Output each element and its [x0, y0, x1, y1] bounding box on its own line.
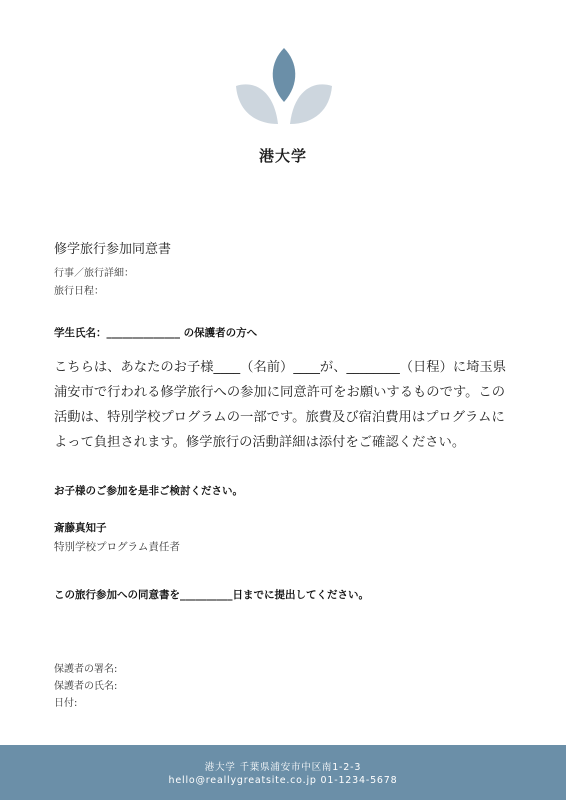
- footer: [0, 745, 566, 800]
- signer-name: 斎藤真知子: [54, 522, 107, 534]
- deadline-notice: この旅行参加への同意書を__________日までに提出してください。: [54, 589, 369, 601]
- salutation: 学生氏名：______________ の保護者の方へ: [54, 327, 258, 339]
- letter-body: こちらは、あなたのお子様____（名前）____が、________（日程）に埼玉県浦安市で行われる修学旅行への参加に同意許可をお願いするものです。この活動は、特別学校プログラムの一部です。旅費及び宿泊費用はプログラムによって負担されます。修学旅行の活動詳細は添付をご確認ください。: [54, 360, 507, 450]
- org-name: 港大学: [258, 147, 307, 165]
- trip-schedule-label: 旅行日程：: [54, 286, 104, 297]
- document-title: 修学旅行参加同意書: [54, 242, 172, 257]
- date-field: 日付:: [54, 698, 78, 709]
- request-line: お子様のご参加を是非ご検討ください。: [54, 485, 243, 497]
- guardian-name-field: 保護者の氏名:: [54, 681, 118, 692]
- signer-role: 特別学校プログラム責任者: [54, 541, 180, 553]
- lotus-leaf-icon: [228, 40, 338, 130]
- logo: [0, 40, 566, 130]
- event-details-label: 行事／旅行詳細：: [54, 268, 134, 279]
- guardian-signature-field: 保護者の署名:: [54, 664, 118, 675]
- footer-contact: hello@reallygreatsite.co.jp 01-1234-5678: [168, 775, 398, 786]
- footer-address: 港大学 千葉県浦安市中区南1-2-3: [204, 762, 362, 773]
